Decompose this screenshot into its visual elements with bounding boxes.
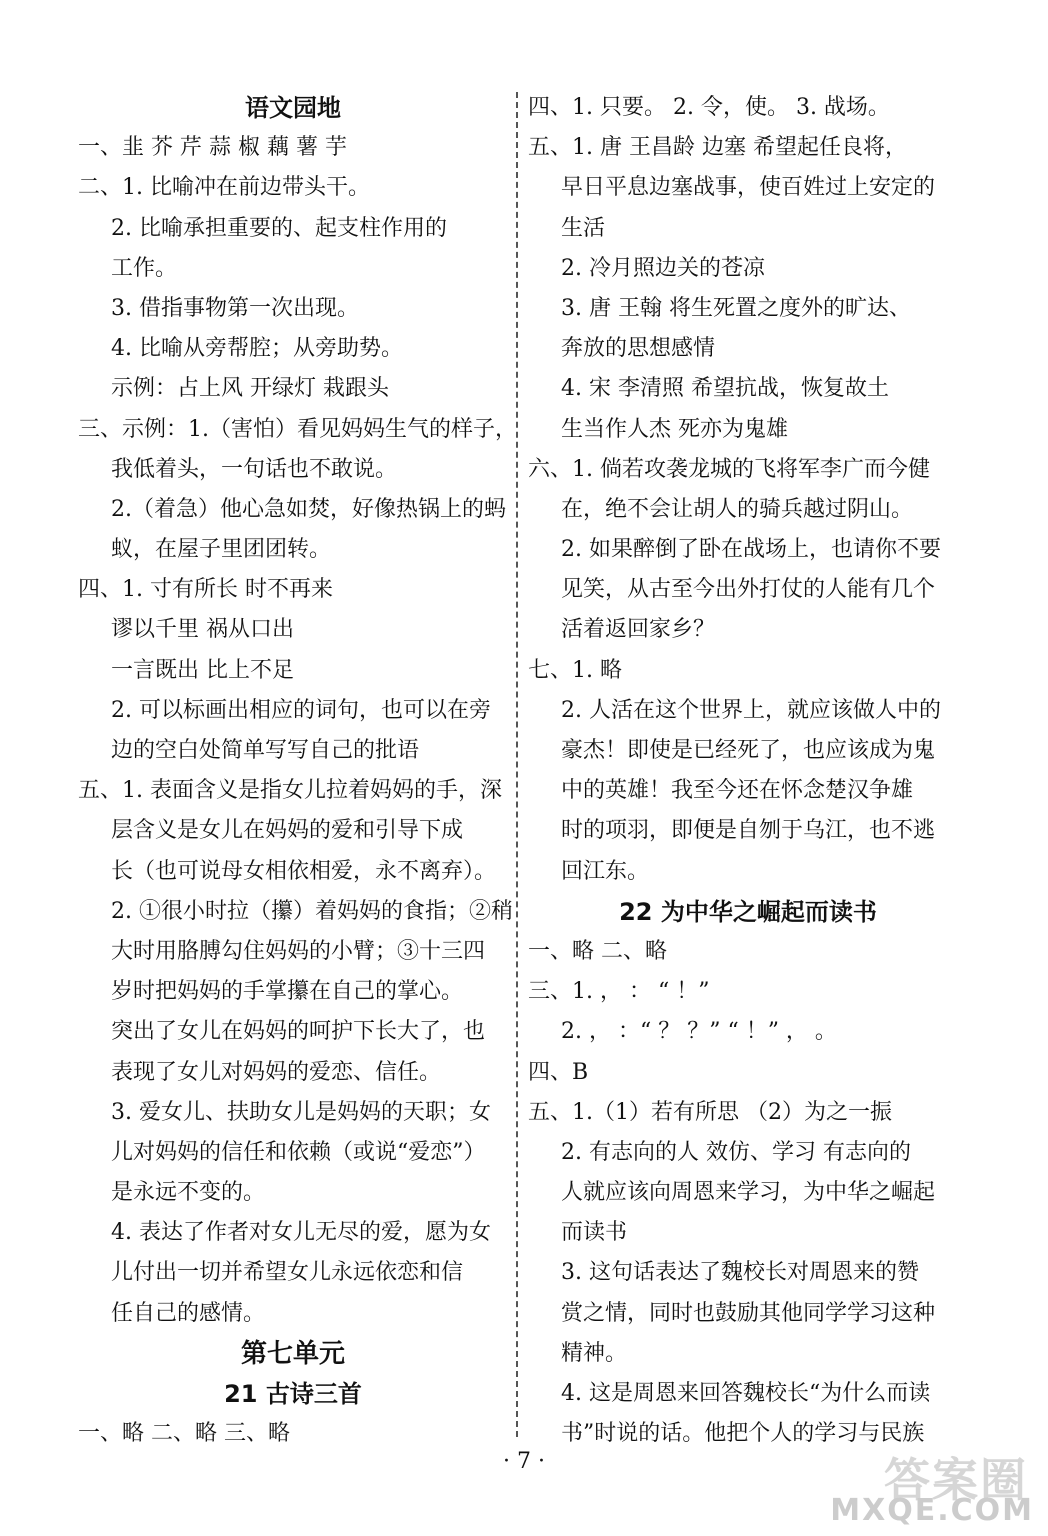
- answer-line: 3. 爱女儿、扶助女儿是妈妈的天职；女: [111, 1099, 491, 1125]
- answer-line: 蚁，在屋子里团团转。: [111, 537, 332, 563]
- answer-line: 工作。: [111, 255, 178, 281]
- section-heading: 语文园地: [245, 94, 341, 122]
- right-column: [528, 88, 968, 1454]
- answer-line: 六、1. 倘若攻袭龙城的飞将军李广而今健: [528, 456, 930, 482]
- answer-line: 任自己的感情。: [111, 1300, 266, 1326]
- section-heading: 22 为中华之崛起而读书: [619, 897, 877, 926]
- answer-line: 儿付出一切并希望女儿永远依恋和信: [111, 1260, 464, 1286]
- answer-line: 4. 比喻从旁帮腔；从旁助势。: [111, 336, 403, 362]
- answer-line: 一、韭 芥 芹 蒜 椒 藕 薯 芋: [78, 135, 347, 161]
- answer-line: 边的空白处简单写写自己的批语: [111, 738, 420, 763]
- answer-line: 是永远不变的。: [111, 1180, 266, 1206]
- answer-line: 示例：占上风 开绿灯 栽跟头: [111, 376, 389, 402]
- section-heading: 第七单元: [240, 1338, 345, 1369]
- answer-line: 突出了女儿在妈妈的呵护下长大了，也: [111, 1019, 486, 1045]
- answer-line: 谬以千里 祸从口出: [111, 617, 294, 643]
- answer-line: 2. 可以标画出相应的词句，也可以在旁: [111, 697, 491, 723]
- answer-line: 岁时把妈妈的手掌攥在自己的掌心。: [111, 979, 464, 1005]
- answer-line: 五、1. 表面含义是指女儿拉着妈妈的手，深: [78, 778, 502, 804]
- answer-line: 精神。: [561, 1340, 628, 1366]
- column-divider: [516, 92, 518, 1437]
- answer-line: 2. 如果醉倒了卧在战场上，也请你不要: [561, 537, 941, 563]
- answer-line: 回江东。: [561, 858, 650, 884]
- answer-line: 五、1. 唐 王昌龄 边塞 希望起任良将，: [528, 135, 907, 161]
- answer-line: 一、略 二、略 三、略: [78, 1421, 290, 1447]
- answer-line: 而读书: [561, 1220, 628, 1246]
- answer-line: 二、1. 比喻冲在前边带头干。: [78, 175, 370, 201]
- answer-line: 2. ①很小时拉（攥）着妈妈的食指；②稍: [111, 898, 513, 924]
- answer-line: 在，绝不会让胡人的骑兵越过阴山。: [561, 496, 914, 522]
- answer-line: 2. 比喻承担重要的、起支柱作用的: [111, 215, 447, 241]
- answer-line: 4. 这是周恩来回答魏校长“为什么而读: [561, 1381, 931, 1406]
- answer-line: 豪杰！即使是已经死了，也应该成为鬼: [561, 738, 936, 763]
- answer-line: 一、略 二、略: [528, 938, 667, 964]
- answer-line: 生活: [561, 215, 606, 241]
- answer-line: 2. 冷月照边关的苍凉: [561, 255, 765, 281]
- answer-line: 3. 这句话表达了魏校长对周恩来的赞: [561, 1260, 919, 1286]
- left-column: [78, 88, 517, 1454]
- answer-line: 表现了女儿对妈妈的爱恋、信任。: [111, 1059, 442, 1085]
- answer-line: 五、1.（1）若有所思 （2）为之一振: [528, 1099, 892, 1125]
- answer-line: 4. 表达了作者对女儿无尽的爱，愿为女: [111, 1220, 491, 1246]
- answer-line: 四、1. 只要。 2. 令，使。 3. 战场。: [528, 95, 890, 120]
- answer-line: 早日平息边塞战事，使百姓过上安定的: [561, 175, 936, 201]
- answer-line: 层含义是女儿在妈妈的爱和引导下成: [111, 818, 464, 844]
- answer-line: 三、示例：1.（害怕）看见妈妈生气的样子，: [78, 416, 517, 442]
- watermark-logo: 答案圈: [884, 1453, 1028, 1507]
- answer-line: 一言既出 比上不足: [111, 657, 294, 683]
- answer-line: 2. 人活在这个世界上，就应该做人中的: [561, 697, 941, 723]
- answer-line: 4. 宋 李清照 希望抗战，恢复故土: [561, 376, 889, 402]
- answer-line: 七、1. 略: [528, 657, 622, 683]
- answer-line: 见笑，从古至今出外打仗的人能有几个: [561, 577, 936, 603]
- answer-line: 四、1. 寸有所长 时不再来: [78, 577, 333, 603]
- watermark-url: MXQE.COM: [830, 1493, 1034, 1528]
- answer-line: 奔放的思想感情: [561, 336, 716, 362]
- section-heading: 21 古诗三首: [224, 1380, 362, 1408]
- answer-line: 长（也可说母女相依相爱，永不离弃）。: [111, 858, 497, 884]
- answer-line: 活着返回家乡？: [561, 617, 716, 643]
- answer-line: 2.（着急）他心急如焚，好像热锅上的蚂: [111, 496, 506, 522]
- answer-line: 儿对妈妈的信任和依赖（或说“爱恋”）: [111, 1139, 486, 1165]
- answer-line: 2. ， ：“ ？ ？” “ ！” ， 。: [561, 1019, 837, 1045]
- answer-line: 生当作人杰 死亦为鬼雄: [561, 416, 788, 442]
- answer-line: 四、B: [528, 1059, 589, 1085]
- answer-line: 2. 有志向的人 效仿、学习 有志向的: [561, 1139, 911, 1165]
- answer-line: 我低着头，一句话也不敢说。: [111, 456, 398, 482]
- answer-line: 中的英雄！我至今还在怀念楚汉争雄: [561, 778, 914, 804]
- answer-line: 大时用胳膊勾住妈妈的小臂；③十三四: [111, 938, 486, 964]
- answer-line: 时的项羽，即便是自刎于乌江，也不逃: [561, 818, 936, 844]
- page-number: · 7 ·: [503, 1449, 545, 1474]
- watermark: [830, 1444, 1040, 1528]
- answer-line: 三、1. ， ： “ ！”: [528, 979, 710, 1005]
- answer-line: 书”时说的话。他把个人的学习与民族: [561, 1421, 925, 1447]
- answer-line: 人就应该向周恩来学习，为中华之崛起: [561, 1180, 936, 1206]
- answer-line: 赏之情，同时也鼓励其他同学学习这种: [561, 1300, 936, 1326]
- answer-line: 3. 唐 王翰 将生死置之度外的旷达、: [561, 295, 911, 321]
- answer-line: 3. 借指事物第一次出现。: [111, 295, 359, 321]
